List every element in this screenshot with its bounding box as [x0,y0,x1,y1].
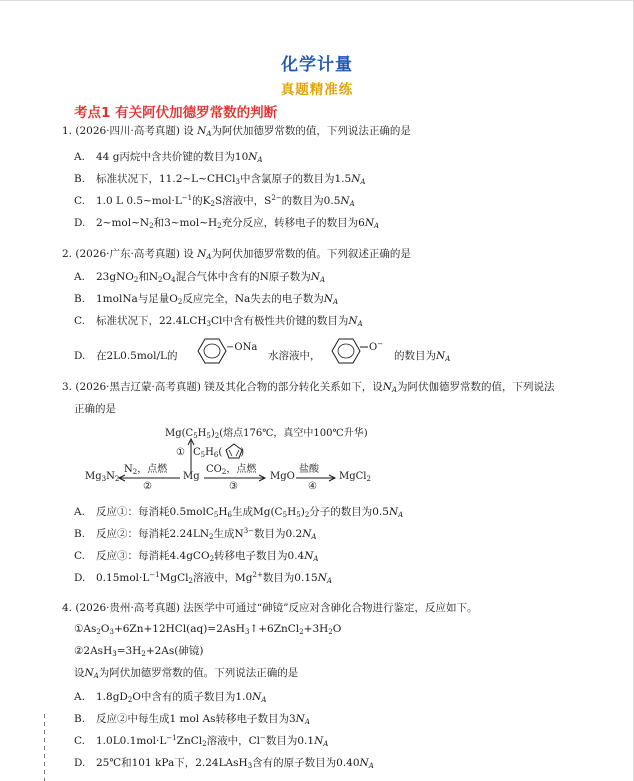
diagram-step2-number: ② [143,481,152,492]
diagram-step3-number: ③ [229,481,238,492]
question-4-stem: 4. (2026·贵州·高考真题) 法医学中可通过“砷镜”反应对含砷化合物进行鉴定，反应如下。 [62,602,478,614]
page-border-top [0,0,634,1]
q4-note: 设$N_A$为阿伏加德罗常数的值。下列说法正确的是 [74,667,299,680]
page-subtitle: 真题精准练 [280,82,354,98]
diagram-arrow2-condition: $N_2$，点燃 [124,464,168,476]
diagram-step4-number: ④ [308,481,317,492]
q1-option-b[interactable]: B. 标准状况下，11.2∼L∼CHCl$_3$中含氯原子的数目为$1.5N_A$ [74,173,366,186]
q2-option-d-tail: 的数目为$N_A$ [394,350,451,363]
question-3-stem: 3. (2026·黑吉辽蒙·高考真题) 镁及其化合物的部分转化关系如下，设$N_A$为阿伏伽德罗常数的值，下列说法 [62,381,555,394]
question-1-stem: 1. (2026·四川·高考真题) 设 $N_A$为阿伏加德罗常数的值，下列说法正确的是 [62,125,411,138]
q3-option-c[interactable]: C. 反应③：每消耗4.4gCO$_2$转移电子数目为$0.4N_A$ [74,550,319,563]
q4-option-d[interactable]: D. 25℃和101 kPa下，2.24LAsH$_3$含有的原子数目为$0.40N_A$ [74,757,374,770]
q1-option-d[interactable]: D. $2\sim mol\sim N_2$和$3\sim mol\sim H_2$充分反应，转移电子的数目为$6N_A$ [74,217,380,230]
q4-reaction-2: $②2AsH_3=3H_2+2As$(砷镜) [74,645,204,658]
q4-reaction-1: $①As_2O_3+6Zn+12HCl(aq)=2AsH_3↑+6ZnCl_2+3H_2O$ [74,623,342,636]
q3-option-d[interactable]: D. $0.15mol\cdot L^{-1}MgCl_2$溶液中，$Mg^{2+}$数目为$0.15N_A$ [74,571,332,585]
question-3-stem-cont: 正确的是 [74,403,116,415]
q2-option-d[interactable]: D. 在2L0.5mol/L的 [74,350,178,362]
diagram-arrow4-condition: 盐酸 [299,464,319,475]
q4-option-a[interactable]: A. $1.8gD_2O$中含有的质子数目为$1.0N_A$ [74,691,267,704]
section-title: 考点1 有关阿伏加德罗常数的判断 [74,105,278,121]
diagram-mg-c5h5-label: $Mg(C_5H_5)_2$(熔点176℃，真空中100℃升华) [165,428,368,440]
binding-margin-dashes [44,714,45,781]
page-title: 化学计量 [281,55,353,75]
phenoxide-o-label: O− [369,340,384,353]
ona-group-label: −ONa [226,342,258,353]
diagram-mgcl2: MgCl$_2$ [339,471,371,483]
diagram-mgo: MgO [270,471,295,482]
cyclopentadiene-ring-icon [225,443,243,459]
q2-option-c[interactable]: C. 标准状况下，$22.4LCH_3Cl$中含有极性共价键的数目为$N_A$ [74,315,363,328]
q3-option-a[interactable]: A. 反应①：每消耗$0.5molC_5H_6$生成$Mg(C_5H_5)_2$分子的数目为$0.5N_A$ [74,506,404,519]
q1-option-a[interactable]: A. 44 g丙烷中含共价键的数目为$10N_A$ [74,151,263,164]
q1-option-c[interactable]: C. 1.0 L $0.5\sim mol\cdot L^{-1}$的$K_2S$溶液中，$S^{2-}$的数目为$0.5N_A$ [74,194,355,208]
question-2-stem: 2. (2026·广东·高考真题) 设 $N_A$为阿伏加德罗常数的值。下列叙述正确的是 [62,248,411,261]
diagram-step1-reagent: $C_5H_6$( ) [193,447,245,459]
q2-option-d-mid: 水溶液中， [268,350,321,362]
q4-option-c[interactable]: C. $1.0L0.1mol\cdot L^{-1}ZnCl_2$溶液中，Cl−数目为$0.1N_A$ [74,734,329,748]
q2-option-b[interactable]: B. 1molNa与足量$O_2$反应完全，Na失去的电子数为$N_A$ [74,293,339,306]
q3-option-b[interactable]: B. 反应②：每消耗$2.24LN_2$生成$N^{3-}$数目为$0.2N_A$ [74,527,317,541]
diagram-mg-center: Mg [183,471,200,482]
diagram-arrow3-condition: $CO_2$，点燃 [206,464,257,476]
q4-option-b[interactable]: B. 反应②中每生成1 mol As转移电子数目为$3N_A$ [74,713,310,726]
diagram-step1-number: ① [176,447,185,458]
diagram-mg3n2: $Mg_3N_2$ [85,471,120,483]
phenoxide-ion-ring-icon [326,335,372,367]
q2-option-a[interactable]: A. 23gNO$_2$和$N_2O_4$混合气体中含有的N原子数为$N_A$ [74,271,326,284]
